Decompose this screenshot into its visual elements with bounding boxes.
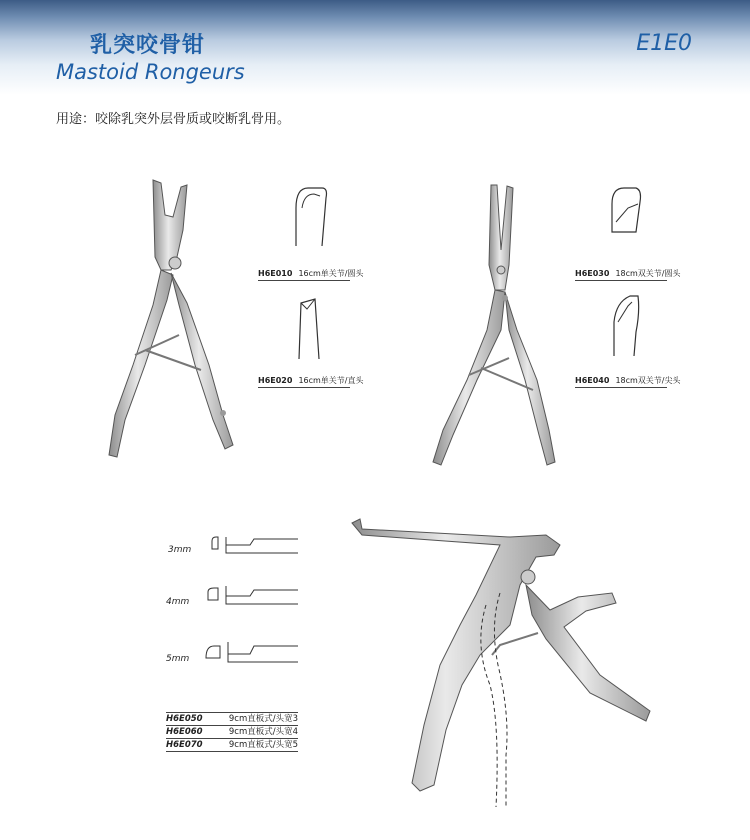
title-chinese: 乳突咬骨钳 [90,33,206,58]
table-row: H6E050 9cm直板式/头宽3 [166,714,298,724]
table-row: H6E070 9cm直板式/头宽5 [166,740,298,750]
table-row: H6E060 9cm直板式/头宽4 [166,727,298,737]
tip-profile-5mm-icon [204,640,300,666]
item-h6e020: H6E020 16cm单关节/直头 [258,376,364,385]
tip-size-label-5mm: 5mm [166,654,190,664]
tip-profile-pointed-icon [606,292,646,362]
item-h6e040: H6E040 18cm双关节/尖头 [575,376,681,385]
divider [575,280,667,281]
item-h6e010: H6E010 16cm单关节/圆头 [258,269,364,278]
tip-profile-round-double-icon [606,182,646,252]
tip-size-label-3mm: 3mm [168,545,192,555]
rongeur-single-joint-image [95,175,245,465]
tip-profile-straight-icon [295,295,325,363]
tip-profile-3mm-icon [210,535,300,557]
catalog-code: E1E0 [636,31,692,56]
divider [575,387,667,388]
divider [258,280,350,281]
item-h6e030: H6E030 18cm双关节/圆头 [575,269,681,278]
divider [258,387,350,388]
tip-size-label-4mm: 4mm [166,597,190,607]
tip-profile-4mm-icon [206,584,300,608]
tip-profile-round-icon [292,182,332,252]
rongeur-double-joint-image [425,180,570,470]
rongeur-angled-image [350,515,640,815]
title-english: Mastoid Rongeurs [56,60,245,84]
code-table [166,712,298,752]
usage-text: 用途：咬除乳突外层骨质或咬断乳骨用。 [56,112,291,127]
